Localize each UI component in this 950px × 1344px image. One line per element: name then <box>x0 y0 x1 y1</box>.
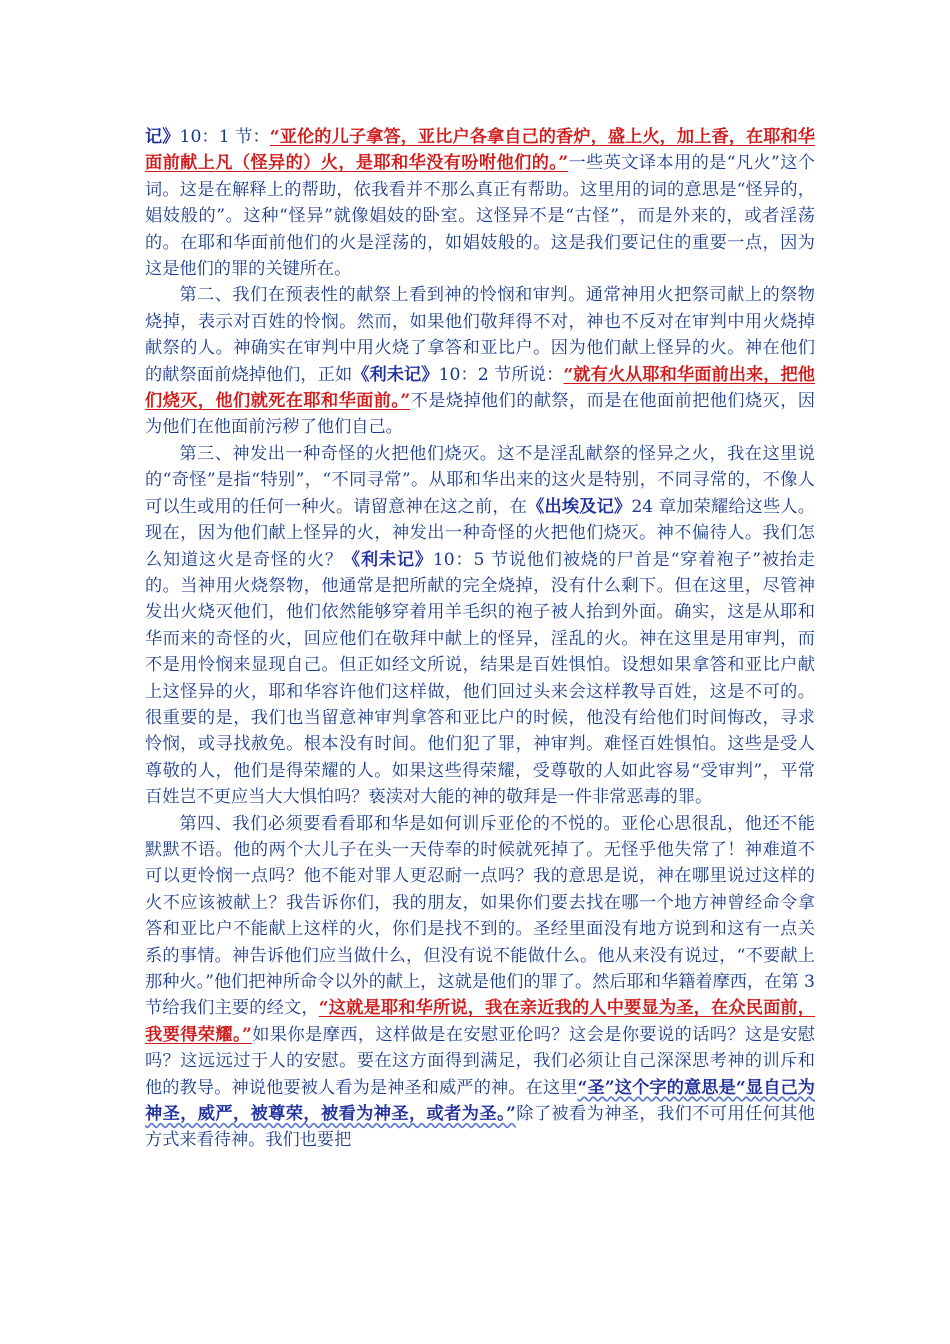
body-text: 一些英文译本用的是“凡火”这个词。这是在解释上的帮助，依我看并不那么真正有帮助。这里用的词的意思是“怪异的，娼妓般的”。这种“怪异”就像娼妓的卧室。这怪异不是“古怪”，而是外来的，或者淫荡的。在耶和华面前他们的火是淫荡的，如娼妓般的。这是我们要记住的重要一点，因为这是他们的罪的关键所在。 <box>145 153 815 280</box>
scripture-reference: 《利未记》 <box>352 364 439 385</box>
emphasized-definition: “圣”这个字的意思是“显自己为神圣，威严，被尊荣，被看为神圣，或者为圣。” <box>145 1077 815 1125</box>
body-text: 除了被看为神圣，我们不可用任何其他方式来看待神。我们也要把 <box>145 1104 815 1151</box>
paragraph <box>145 282 815 440</box>
body-text: 24 章加荣耀给这些人。现在，因为他们献上怪异的火，神发出一种奇怪的火把他们烧灭。神不偏待人。我们怎么知道这火是奇怪的火？ <box>145 496 815 570</box>
scripture-reference: 《出埃及记》 <box>527 496 632 517</box>
paragraph <box>145 124 815 282</box>
highlighted-quote: “就有火从耶和华面前出来，把他们烧灭，他们就死在耶和华面前。” <box>145 364 815 412</box>
body-text: 不是烧掉他们的献祭，而是在他面前把他们烧灭，因为他们在他面前污秽了他们自己。 <box>145 391 815 438</box>
body-text: 第二、我们在预表性的献祭上看到神的怜悯和审判。通常神用火把祭司献上的祭物烧掉，表示对百姓的怜悯。然而，如果他们敬拜得不对，神也不反对在审判中用火烧掉献祭的人。神确实在审判中用火烧了拿答和亚比户。因为他们献上怪异的火。神在他们的献祭面前烧掉他们，正如 <box>145 285 815 385</box>
body-text: 如果你是摩西，这样做是在安慰亚伦吗？这会是你要说的话吗？这是安慰吗？这远远过于人的安慰。要在这方面得到满足，我们必须让自己深深思考神的训斥和他的教导。神说他要被人看为是神圣和威严的神。在这里 <box>145 1024 815 1098</box>
paragraph <box>145 441 815 811</box>
document-body <box>145 124 815 1154</box>
body-text: 第三、神发出一种奇怪的火把他们烧灭。这不是淫乱献祭的怪异之火，我在这里说的“奇怪”是指“特别”，“不同寻常”。从耶和华出来的这火是特别，不同寻常的，不像人可以生或用的任何一种火。请留意神在这之前，在 <box>145 443 815 517</box>
scripture-reference: 《利未记》 <box>342 549 433 570</box>
body-text: 第四、我们必须要看看耶和华是如何训斥亚伦的不悦的。亚伦心思很乱，他还不能默默不语。他的两个大儿子在头一天侍奉的时候就死掉了。无怪乎他失常了！神难道不可以更怜悯一点吗？他不能对罪人更忍耐一点吗？我的意思是说，神在哪里说过这样的火不应该被献上？我告诉你们，我的朋友，如果你们要去找在哪一个地方神曾经命令拿答和亚比户不能献上这样的火，你们是找不到的。圣经里面没有地方说到和这有一点关系的事情。神告诉他们应当做什么，但没有说不能做什么。他从来没有说过，“不要献上那种火。”他们把神所命令以外的献上，这就是他们的罪了。然后耶和华籍着摩西，在第 3 节给我们主要的经文， <box>145 813 815 1019</box>
body-text: 10：5 节说他们被烧的尸首是“穿着袍子”被抬走的。当神用火烧祭物，他通常是把所献的完全烧掉，没有什么剩下。但在这里，尽管神发出火烧灭他们，他们依然能够穿着用羊毛织的袍子被人抬到外面。确实，这是从耶和华而来的奇怪的火，回应他们在敬拜中献上的怪异，淫乱的火。神在这里是用审判，而不是用怜悯来显现自己。但正如经文所说，结果是百姓惧怕。设想如果拿答和亚比户献上这怪异的火，耶和华容许他们这样做，他们回过头来会这样教导百姓，这是不可的。很重要的是，我们也当留意神审判拿答和亚比户的时候，他没有给他们时间悔改，寻求怜悯，或寻找赦免。根本没有时间。他们犯了罪，神审判。难怪百姓惧怕。这些是受人尊敬的人，他们是得荣耀的人。如果这些得荣耀，受尊敬的人如此容易“受审判”，平常百姓岂不更应当大大惧怕吗？亵渎对大能的神的敬拜是一件非常恶毒的罪。 <box>145 549 815 808</box>
body-text: 10：1 节： <box>179 127 270 147</box>
paragraph <box>145 811 815 1154</box>
body-text: 10：2 节所说： <box>438 364 564 385</box>
highlighted-quote: “这就是耶和华所说，我在亲近我的人中要显为圣，在众民面前，我要得荣耀。” <box>145 998 815 1045</box>
scripture-reference: 记》 <box>145 127 180 147</box>
highlighted-quote: “亚伦的儿子拿答，亚比户各拿自己的香炉，盛上火，加上香，在耶和华面前献上凡（怪异的）火，是耶和华没有吩咐他们的。” <box>145 127 815 174</box>
